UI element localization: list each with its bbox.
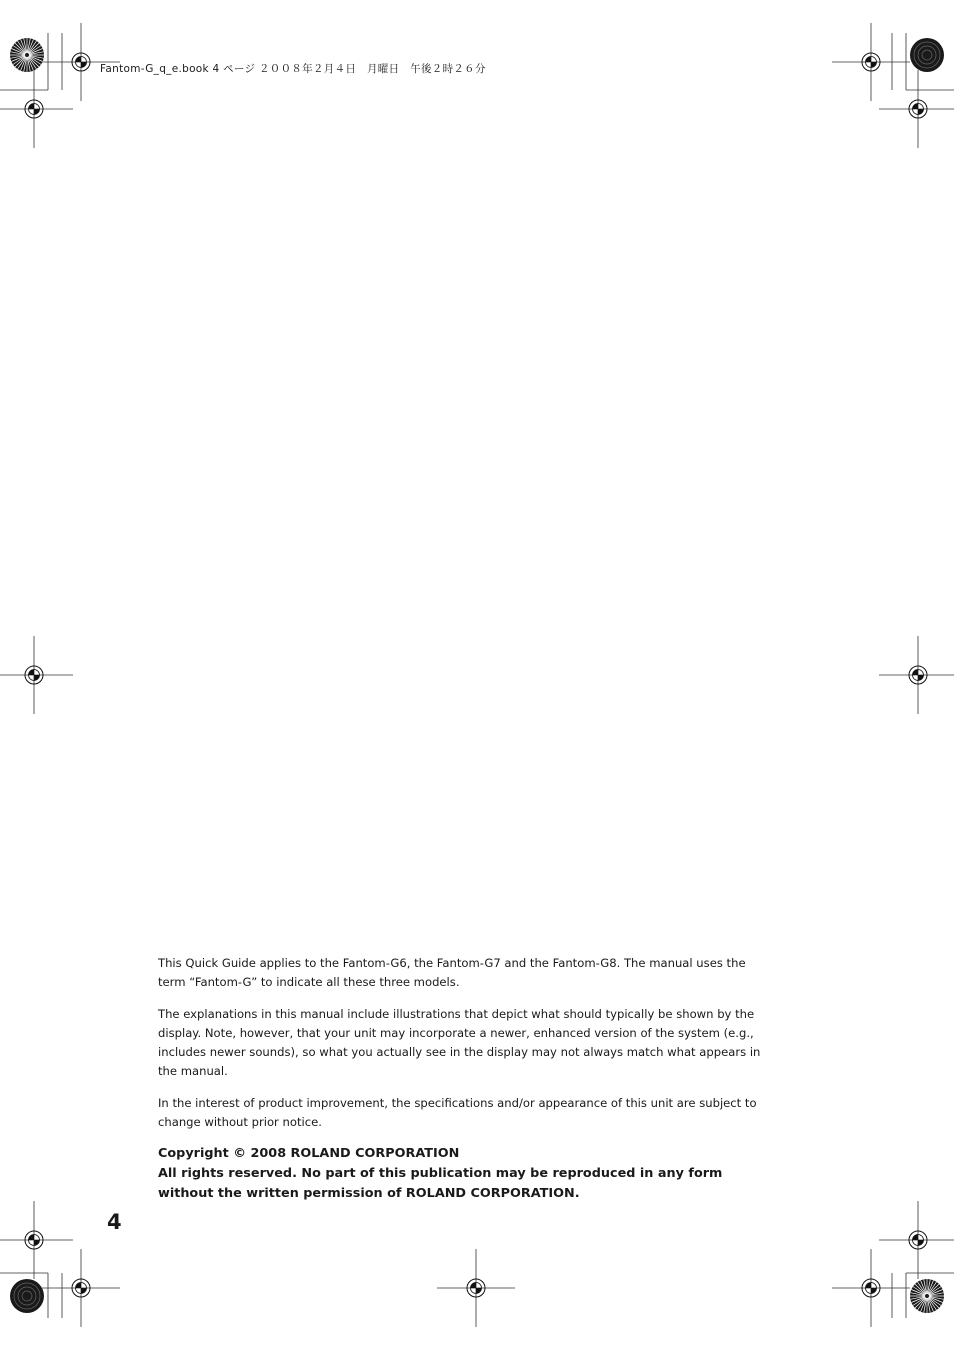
copyright-notice xyxy=(158,1144,774,1203)
page-number: 4 xyxy=(107,1210,122,1234)
specifications-paragraph: In the interest of product improvement, the specifications and/or appearance of this unit are subject to change without prior notice. xyxy=(158,1095,757,1130)
copyright-line: Copyright © 2008 ROLAND CORPORATION xyxy=(158,1146,460,1162)
notice-block xyxy=(158,954,774,1203)
print-slug: Fantom-G_q_e.book 4 ページ ２００８年２月４日 月曜日 午後２時２６分 xyxy=(100,63,486,75)
rights-line: All rights reserved. No part of this publication may be reproduced in any form without the written permission of ROLAND CORPORATION. xyxy=(158,1165,723,1201)
applicability-paragraph: This Quick Guide applies to the Fantom-G6, the Fantom-G7 and the Fantom-G8. The manual uses the term “Fantom-G” to indicate all these three models. xyxy=(158,956,746,990)
illustrations-paragraph: The explanations in this manual include illustrations that depict what should typically be shown by the display. Note, however, that your unit may incorporate a newer, enhanced version of the system (e.g., includes newer sounds), so what you actually see in the display may not always match what appears in the manual. xyxy=(158,1006,761,1079)
